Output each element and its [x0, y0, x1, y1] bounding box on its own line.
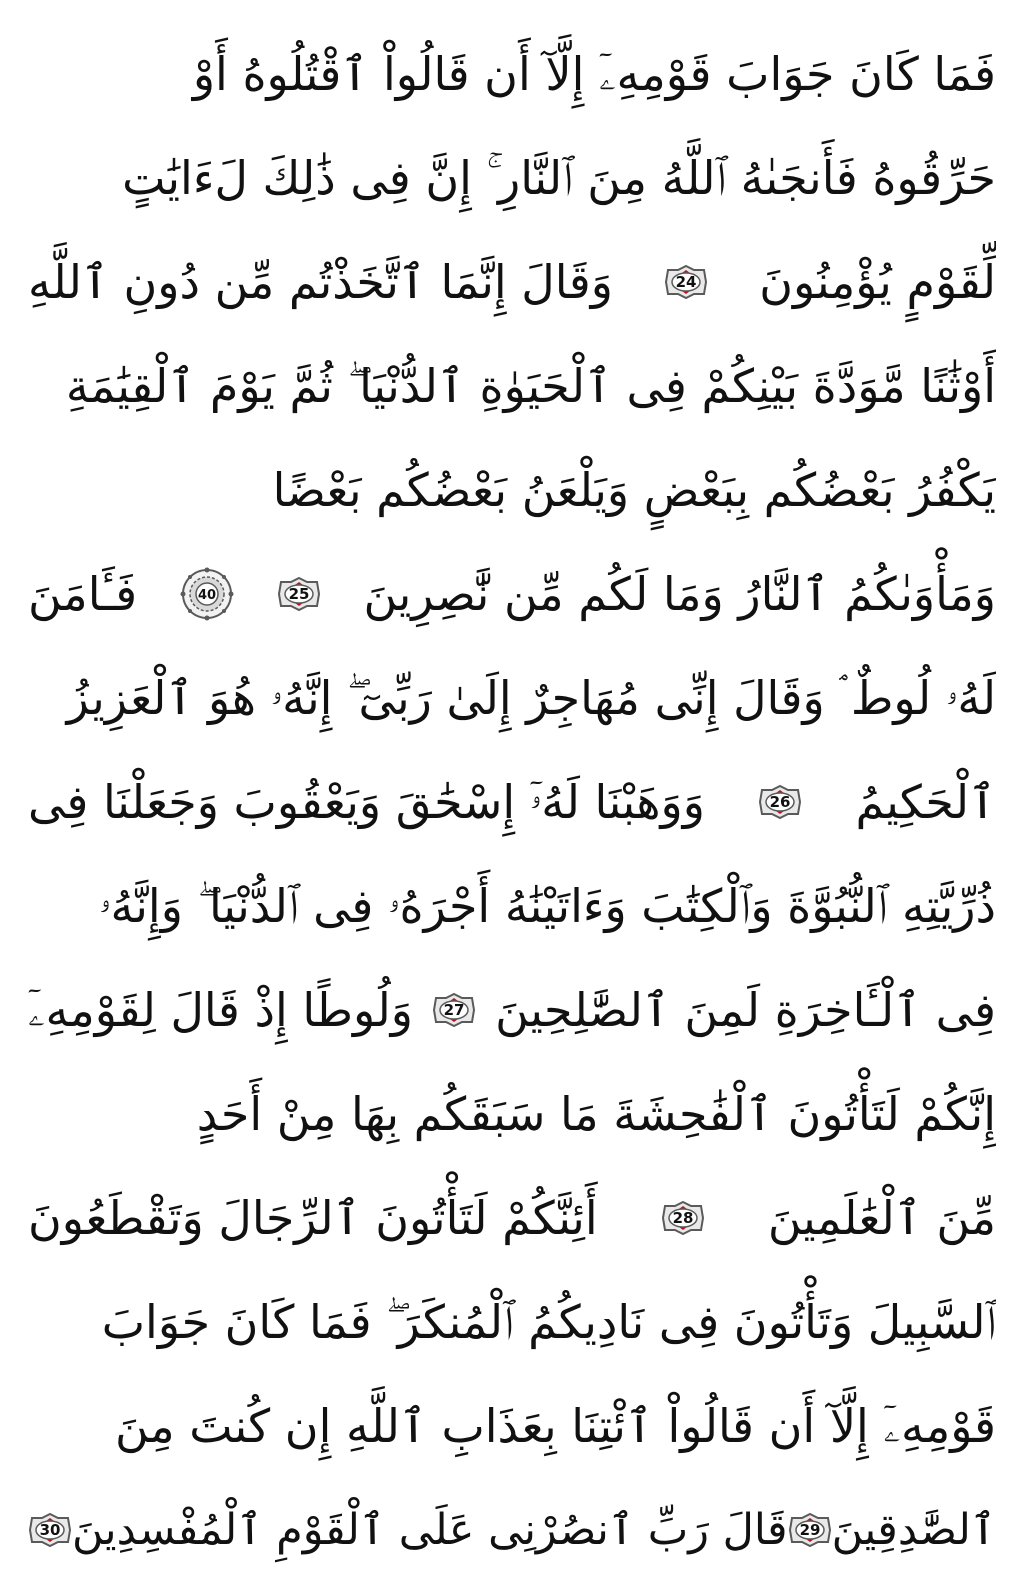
ayah-text: قَوْمِهِۦٓ إِلَّآ أَن قَالُواْ ٱئْتِنَا بِعَذَابِ ٱللَّهِ إِن كُنتَ مِنَ [114, 1399, 996, 1453]
ayah-text: وَمَأْوَىٰكُمُ ٱلنَّارُ وَمَا لَكُم مِّن نَّٰصِرِينَ [363, 567, 996, 621]
ayah-text: أَوْثَٰنًا مَّوَدَّةَ بَيْنِكُمْ فِى ٱلْحَيَوٰةِ ٱلدُّنْيَا ۖ ثُمَّ يَوْمَ ٱلْقِيَٰمَةِ [65, 359, 996, 413]
text-line-14 [28, 1374, 996, 1478]
ayah-number-marker [788, 1512, 832, 1548]
ayah-text: لِّقَوْمٍ يُؤْمِنُونَ [759, 255, 996, 309]
ayah-end-ornament-icon [28, 1512, 72, 1548]
text-line-8 [28, 750, 996, 854]
quran-text-block [28, 22, 996, 1582]
ayah-number: 27 [443, 1001, 465, 1019]
ayah-end-ornament-icon [664, 264, 708, 300]
ayah-text: لَهُۥ لُوطٌ ۘ وَقَالَ إِنِّى مُهَاجِرٌ إِلَىٰ رَبِّىٓ ۖ إِنَّهُۥ هُوَ ٱلْعَزِيزُ [66, 671, 996, 725]
ayah-end-ornament-icon [661, 1200, 705, 1236]
text-line-4 [28, 334, 996, 438]
text-line-15 [28, 1478, 996, 1582]
text-line-2 [28, 126, 996, 230]
ayah-text: مِّنَ ٱلْعَٰلَمِينَ [767, 1191, 996, 1245]
ayah-text: يَكْفُرُ بَعْضُكُم بِبَعْضٍ وَيَلْعَنُ بَعْضُكُم بَعْضًا [272, 463, 996, 517]
ayah-text: فَـَٔامَنَ [28, 567, 138, 621]
ayah-number: 26 [769, 793, 791, 811]
hizb-number: 40 [198, 588, 217, 603]
ayah-text: أَئِنَّكُمْ لَتَأْتُونَ ٱلرِّجَالَ وَتَقْطَعُونَ [28, 1191, 598, 1245]
ayah-text: إِنَّكُمْ لَتَأْتُونَ ٱلْفَٰحِشَةَ مَا سَبَقَكُم بِهَا مِنْ أَحَدٍ [196, 1087, 996, 1141]
ayah-number-marker [664, 264, 708, 300]
ayah-number-marker [432, 992, 476, 1028]
ayah-text: فِى ٱلْـَٔاخِرَةِ لَمِنَ ٱلصَّٰلِحِينَ [495, 983, 996, 1037]
text-line-12 [28, 1166, 996, 1270]
text-line-13 [28, 1270, 996, 1374]
text-line-5 [28, 438, 996, 542]
ayah-text: ٱلْحَكِيمُ [855, 775, 996, 829]
ayah-text: وَوَهَبْنَا لَهُۥٓ إِسْحَٰقَ وَيَعْقُوبَ وَجَعَلْنَا فِى [28, 775, 705, 829]
ayah-end-ornament-icon [758, 784, 802, 820]
ayah-text: ٱلصَّٰدِقِينَ [831, 1504, 996, 1555]
ayah-text: وَقَالَ إِنَّمَا ٱتَّخَذْتُم مِّن دُونِ ٱللَّهِ [28, 255, 613, 309]
text-line-6 [28, 542, 996, 646]
ayah-end-ornament-icon [788, 1512, 832, 1548]
ayah-text: فَمَا كَانَ جَوَابَ قَوْمِهِۦٓ إِلَّآ أَن قَالُواْ ٱقْتُلُوهُ أَوْ [192, 47, 996, 101]
ayah-number: 29 [799, 1521, 821, 1539]
text-line-10 [28, 958, 996, 1062]
ayah-text: ذُرِّيَّتِهِ ٱلنُّبُوَّةَ وَٱلْكِتَٰبَ وَءَاتَيْنَٰهُ أَجْرَهُۥ فِى ٱلدُّنْيَا ۖ وَإِنَّهُۥ [98, 879, 996, 933]
text-line-3 [28, 230, 996, 334]
hizb-rosette-icon [179, 566, 235, 622]
text-line-9 [28, 854, 996, 958]
ayah-text: ٱلسَّبِيلَ وَتَأْتُونَ فِى نَادِيكُمُ ٱلْمُنكَرَ ۖ فَمَا كَانَ جَوَابَ [101, 1295, 996, 1349]
ayah-text: حَرِّقُوهُ فَأَنجَىٰهُ ٱللَّهُ مِنَ ٱلنَّارِ ۚ إِنَّ فِى ذَٰلِكَ لَءَايَٰتٍ [122, 151, 996, 205]
ayah-number: 24 [675, 273, 697, 291]
hizb-marker [179, 566, 235, 622]
text-line-7 [28, 646, 996, 750]
ayah-end-ornament-icon [277, 576, 321, 612]
ayah-number: 28 [672, 1209, 694, 1227]
text-line-11 [28, 1062, 996, 1166]
ayah-number-marker [661, 1200, 705, 1236]
ayah-text: وَلُوطًا إِذْ قَالَ لِقَوْمِهِۦٓ [28, 983, 414, 1037]
ayah-number-marker [758, 784, 802, 820]
text-line-1 [28, 22, 996, 126]
ayah-number-marker [277, 576, 321, 612]
ayah-text: قَالَ رَبِّ ٱنصُرْنِى عَلَى ٱلْقَوْمِ ٱلْمُفْسِدِينَ [71, 1504, 788, 1555]
ayah-number: 30 [39, 1521, 61, 1539]
ayah-end-ornament-icon [432, 992, 476, 1028]
ayah-number: 25 [288, 585, 310, 603]
ayah-number-marker [28, 1512, 72, 1548]
